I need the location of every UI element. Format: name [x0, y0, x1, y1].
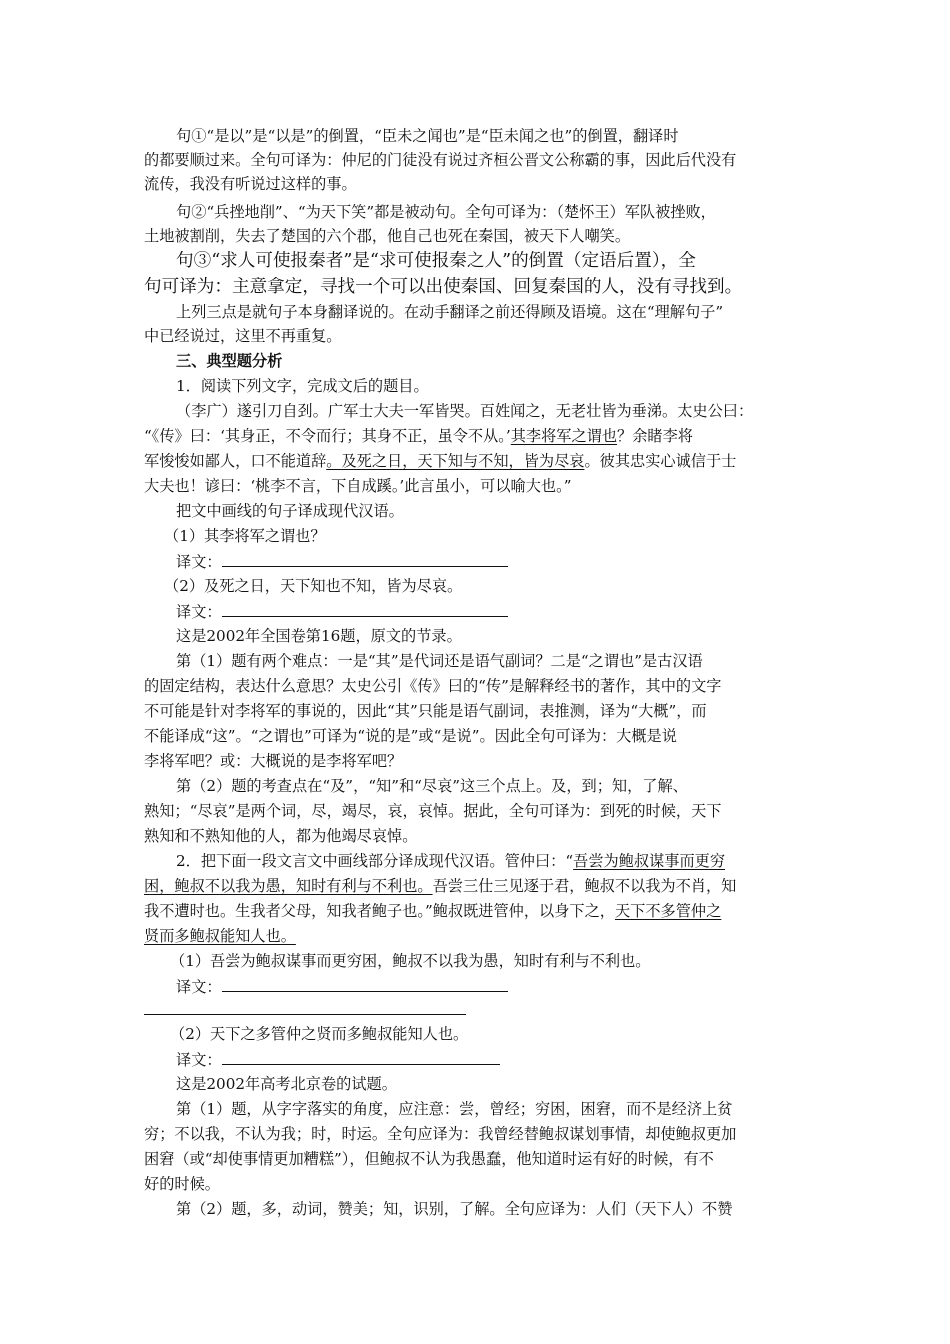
- q1-instruction: 把文中画线的句子译成现代汉语。: [176, 502, 404, 520]
- q2-item2: （2）天下之多管仲之贤而多鲍叔能知人也。: [170, 1025, 469, 1043]
- q1-answer1-row: [176, 549, 508, 574]
- q1-item2: （2）及死之日，天下知也不知，皆为尽哀。: [164, 577, 463, 595]
- answer-blank-line[interactable]: [222, 549, 508, 567]
- q1-passage-line3: [144, 449, 736, 473]
- q1-underlined-sentence-2: 。及死之日，天下知与不知，皆为尽哀: [326, 452, 585, 470]
- para3-line2: 句可译为：主意拿定，寻找一个可以出使秦国、回复秦国的人，没有寻找到。: [144, 277, 743, 297]
- q2-line2: [144, 874, 736, 898]
- translation-label: 译文：: [176, 553, 222, 571]
- para4-line2: 中已经说过，这里不再重复。: [144, 327, 342, 345]
- translation-label: 译文：: [176, 978, 222, 996]
- q2-underlined-sentence-1-cont: 困，鲍叔不以我为愚，知时有利与不利也。: [144, 877, 433, 895]
- q2-line4: [144, 924, 296, 948]
- answer-continuation-line[interactable]: [144, 1014, 466, 1015]
- q1-source: 这是2002年全国卷第16题，原文的节录。: [176, 627, 462, 645]
- para1-line1: 句①“是以”是“以是”的倒置，“臣未之闻也”是“臣未闻之也”的倒置，翻译时: [176, 127, 679, 145]
- q2-item1: （1）吾尝为鲍叔谋事而更穷困，鲍叔不以我为愚，知时有利与不利也。: [170, 952, 651, 970]
- q2-text: 2．把下面一段文言文中画线部分译成现代汉语。管仲曰：“: [176, 852, 574, 870]
- q1-passage-line2: [144, 424, 693, 448]
- q2-answer2-row: [176, 1047, 500, 1072]
- q1-passage-text: “《传》曰：‘其身正，不令而行；其身不正，虽令不从。’: [144, 427, 511, 445]
- q2-analysis1-line2: 穷；不以我，不认为我；时，时运。全句应译为：我曾经替鲍叔谋划事情，却使鲍叔更加: [144, 1125, 737, 1143]
- q2-line3: [144, 899, 721, 923]
- q1-analysis2-line3: 熟知和不熟知他的人，都为他竭尽哀悼。: [144, 827, 418, 845]
- para1-line3: 流传，我没有听说过这样的事。: [144, 175, 357, 193]
- para3-line1: 句③“求人可使报秦者”是“求可使报秦之人”的倒置（定语后置），全: [176, 251, 696, 271]
- q2-analysis1-line1: 第（1）题，从字字落实的角度，应注意：尝，曾经；穷困，困窘，而不是经济上贫: [176, 1100, 733, 1118]
- translation-label: 译文：: [176, 1051, 222, 1069]
- q2-analysis1-line4: 好的时候。: [144, 1175, 220, 1193]
- para2-line1: 句②“兵挫地削”、“为天下笑”都是被动句。全句可译为：（楚怀王）军队被挫败，: [176, 203, 716, 221]
- q1-analysis1-line3: 不可能是针对李将军的事说的，因此“其”只能是语气副词，表推测，译为“大概”，而: [144, 702, 707, 720]
- translation-label: 译文：: [176, 603, 222, 621]
- q1-passage-text: 军悛悛如鄙人，口不能道辞: [144, 452, 327, 470]
- q1-analysis1-line2: 的固定结构，表达什么意思？太史公引《传》曰的“传”是解释经书的著作，其中的文字: [144, 677, 722, 695]
- section-heading: 三、典型题分析: [176, 352, 283, 370]
- para2-line2: 土地被割削，失去了楚国的六个郡，他自己也死在秦国，被天下人嘲笑。: [144, 227, 630, 245]
- q1-passage-text: ？余睹李将: [617, 427, 693, 445]
- para1-line2: 的都要顺过来。全句可译为：仲尼的门徒没有说过齐桓公晋文公称霸的事，因此后代没有: [144, 151, 737, 169]
- q1-intro: 1．阅读下列文字，完成文后的题目。: [176, 377, 429, 395]
- para4-line1: 上列三点是就句子本身翻译说的。在动手翻译之前还得顾及语境。这在“理解句子”: [176, 303, 724, 321]
- q1-answer2-row: [176, 599, 508, 624]
- answer-blank-line[interactable]: [222, 974, 508, 992]
- q2-source: 这是2002年高考北京卷的试题。: [176, 1075, 397, 1093]
- q1-analysis2-line1: 第（2）题的考查点在“及”，“知”和“尽哀”这三个点上。及，到；知，了解、: [176, 777, 688, 795]
- q2-analysis1-line3: 困窘（或“却使事情更加糟糕”），但鲍叔不认为我愚蠢，他知道时运有好的时候，有不: [144, 1150, 714, 1168]
- q1-passage-line4: 大夫也！谚曰：‘桃李不言，下自成蹊。’此言虽小，可以喻大也。”: [144, 477, 572, 495]
- q1-passage-text: 。彼其忠实心诚信于士: [584, 452, 737, 470]
- answer-blank-line[interactable]: [222, 599, 508, 617]
- q1-analysis1-line1: 第（1）题有两个难点：一是“其”是代词还是语气副词？二是“之谓也”是古汉语: [176, 652, 703, 670]
- q1-analysis1-line5: 李将军吧？或：大概说的是李将军吧？: [144, 752, 403, 770]
- q2-answer1-row: [176, 974, 508, 999]
- q2-text: 吾尝三仕三见逐于君，鲍叔不以我为不肖，知: [432, 877, 737, 895]
- q1-passage-line1: （李广）遂引刀自刭。广军士大夫一军皆哭。百姓闻之，无老壮皆为垂涕。太史公曰：: [176, 402, 754, 420]
- q2-underlined-sentence-2: 天下不多管仲之: [614, 902, 722, 920]
- q1-item1: （1）其李将军之谓也？: [164, 527, 326, 545]
- q2-analysis2-line1: 第（2）题，多，动词，赞美；知，识别，了解。全句应译为：人们（天下人）不赞: [176, 1200, 733, 1218]
- answer-blank-line[interactable]: [222, 1047, 500, 1065]
- q1-analysis2-line2: 熟知；“尽哀”是两个词，尽，竭尽，哀，哀悼。据此，全句可译为：到死的时候，天下: [144, 802, 722, 820]
- q2-text: 我不遭时也。生我者父母，知我者鲍子也。”鲍叔既进管仲，以身下之，: [144, 902, 615, 920]
- q2-line1: [176, 849, 725, 873]
- q2-underlined-sentence-1: 吾尝为鲍叔谋事而更穷: [573, 852, 725, 870]
- q2-underlined-sentence-2-cont: 贤而多鲍叔能知人也。: [144, 927, 296, 945]
- q1-underlined-sentence-1: 其李将军之谓也: [510, 427, 618, 445]
- q1-analysis1-line4: 不能译成“这”。“之谓也”可译为“说的是”或“是说”。因此全句可译为：大概是说: [144, 727, 677, 745]
